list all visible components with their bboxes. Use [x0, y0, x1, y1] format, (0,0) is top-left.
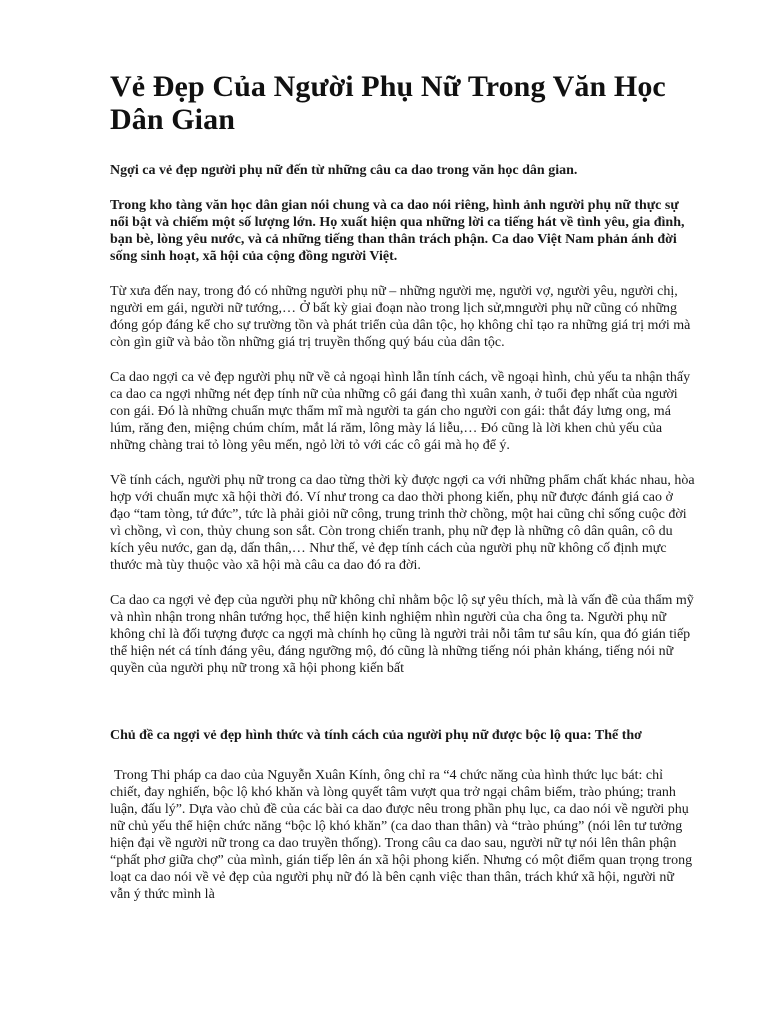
- body-paragraph-1: Từ xưa đến nay, trong đó có những người phụ nữ – những người mẹ, người vợ, người yêu, người chị, người em gái, người nữ tướng,… Ở bất kỳ giai đoạn nào trong lịch sử,mngười phụ nữ cũng có những đóng góp đáng kể cho sự trường tồn và phát triển của dân tộc, họ không chỉ tạo ra những giá trị mới mà còn gìn giữ và bảo tồn những giá trị truyền thống quý báu của dân tộc.: [110, 284, 691, 350]
- body-paragraph-4: Ca dao ca ngợi vẻ đẹp của người phụ nữ không chỉ nhằm bộc lộ sự yêu thích, mà là vấn đề của thẩm mỹ và nhìn nhận trong nhân tướng học, thể hiện kinh nghiệm nhìn người của cha ông ta. Người phụ nữ không chỉ là đối tượng được ca ngợi mà chính họ cũng là người trải nỗi tâm tư sâu kín, qua đó gián tiếp thể hiện nét cá tính đáng yêu, đáng ngưỡng mộ, đó cũng là những tiếng nói phản kháng, tiếng nói nữ quyền của người phụ nữ trong xã hội phong kiến bất: [110, 593, 694, 676]
- document-page: [110, 70, 696, 901]
- section-subheading: Chủ đề ca ngợi vẻ đẹp hình thức và tính cách của người phụ nữ được bộc lộ qua: Thể thơ: [110, 728, 642, 743]
- article-title: Vẻ Đẹp Của Người Phụ Nữ Trong Văn Học Dân Gian: [110, 70, 666, 136]
- intro-paragraph: Trong kho tàng văn học dân gian nói chung và ca dao nói riêng, hình ảnh người phụ nữ thực sự nổi bật và chiếm một số lượng lớn. Họ xuất hiện qua những lời ca tiếng hát về tình yêu, gia đình, bạn bè, lòng yêu nước, và cả những tiếng than thân trách phận. Ca dao Việt Nam phản ánh đời sống sinh hoạt, xã hội của cộng đồng người Việt.: [110, 198, 685, 264]
- body-paragraph-5: Trong Thi pháp ca dao của Nguyễn Xuân Kính, ông chỉ ra “4 chức năng của hình thức lục bát: chỉ chiết, đay nghiến, bộc lộ khó khăn và lòng quyết tâm vượt qua trở ngại châm biếm, trào phúng; tranh luận, đấu lý”. Dựa vào chủ đề của các bài ca dao được nêu trong phần phụ lục, ca dao nói về người phụ nữ chủ yếu thể hiện chức năng “bộc lộ khó khăn” (ca dao than thân) và “trào phúng” (nói lên tư tưởng hiện đại về người nữ trong ca dao truyền thống). Trong câu ca dao sau, người nữ tự nói lên thân phận “phất phơ giữa chợ” của mình, gián tiếp lên án xã hội phong kiến. Nhưng có một điểm quan trọng trong loạt ca dao nói về vẻ đẹp của người phụ nữ đó là bên cạnh việc than thân, trách khứ xã hội, người nữ vẫn ý thức mình là: [110, 768, 693, 901]
- lead-sentence: Ngợi ca vẻ đẹp người phụ nữ đến từ những câu ca dao trong văn học dân gian.: [110, 163, 578, 178]
- body-paragraph-2: Ca dao ngợi ca vẻ đẹp người phụ nữ về cả ngoại hình lẫn tính cách, về ngoại hình, chủ yếu ta nhận thấy ca dao ca ngợi những nét đẹp tính nữ của những cô gái đang thì xuân xanh, ở tuổi đẹp nhất của người con gái. Đó là những chuẩn mực thẩm mĩ mà người ta gán cho người con gái: thắt đáy lưng ong, má lúm, răng đen, miệng chúm chím, mắt lá răm, lông mày lá liễu,… Đó cũng là lời khen chủ yếu của những chàng trai tỏ lòng yêu mến, ngỏ lời tỏ với các cô gái mà họ để ý.: [110, 370, 691, 453]
- body-paragraph-3: Về tính cách, người phụ nữ trong ca dao từng thời kỳ được ngợi ca với những phẩm chất khác nhau, hòa hợp với chuẩn mực xã hội thời đó. Ví như trong ca dao thời phong kiến, phụ nữ được đánh giá cao ở đạo “tam tòng, tứ đức”, tức là phải giỏi nữ công, trung trinh thờ chồng, một hai cũng chỉ sống cuộc đời vì chồng, vì con, thủy chung son sắt. Còn trong chiến tranh, phụ nữ đẹp là những cô dân quân, cô du kích yêu nước, gan dạ, dấn thân,… Như thế, vẻ đẹp tính cách của người phụ nữ không cố định mực thước mà tùy thuộc vào xã hội mà câu ca dao đó ra đời.: [110, 473, 695, 573]
